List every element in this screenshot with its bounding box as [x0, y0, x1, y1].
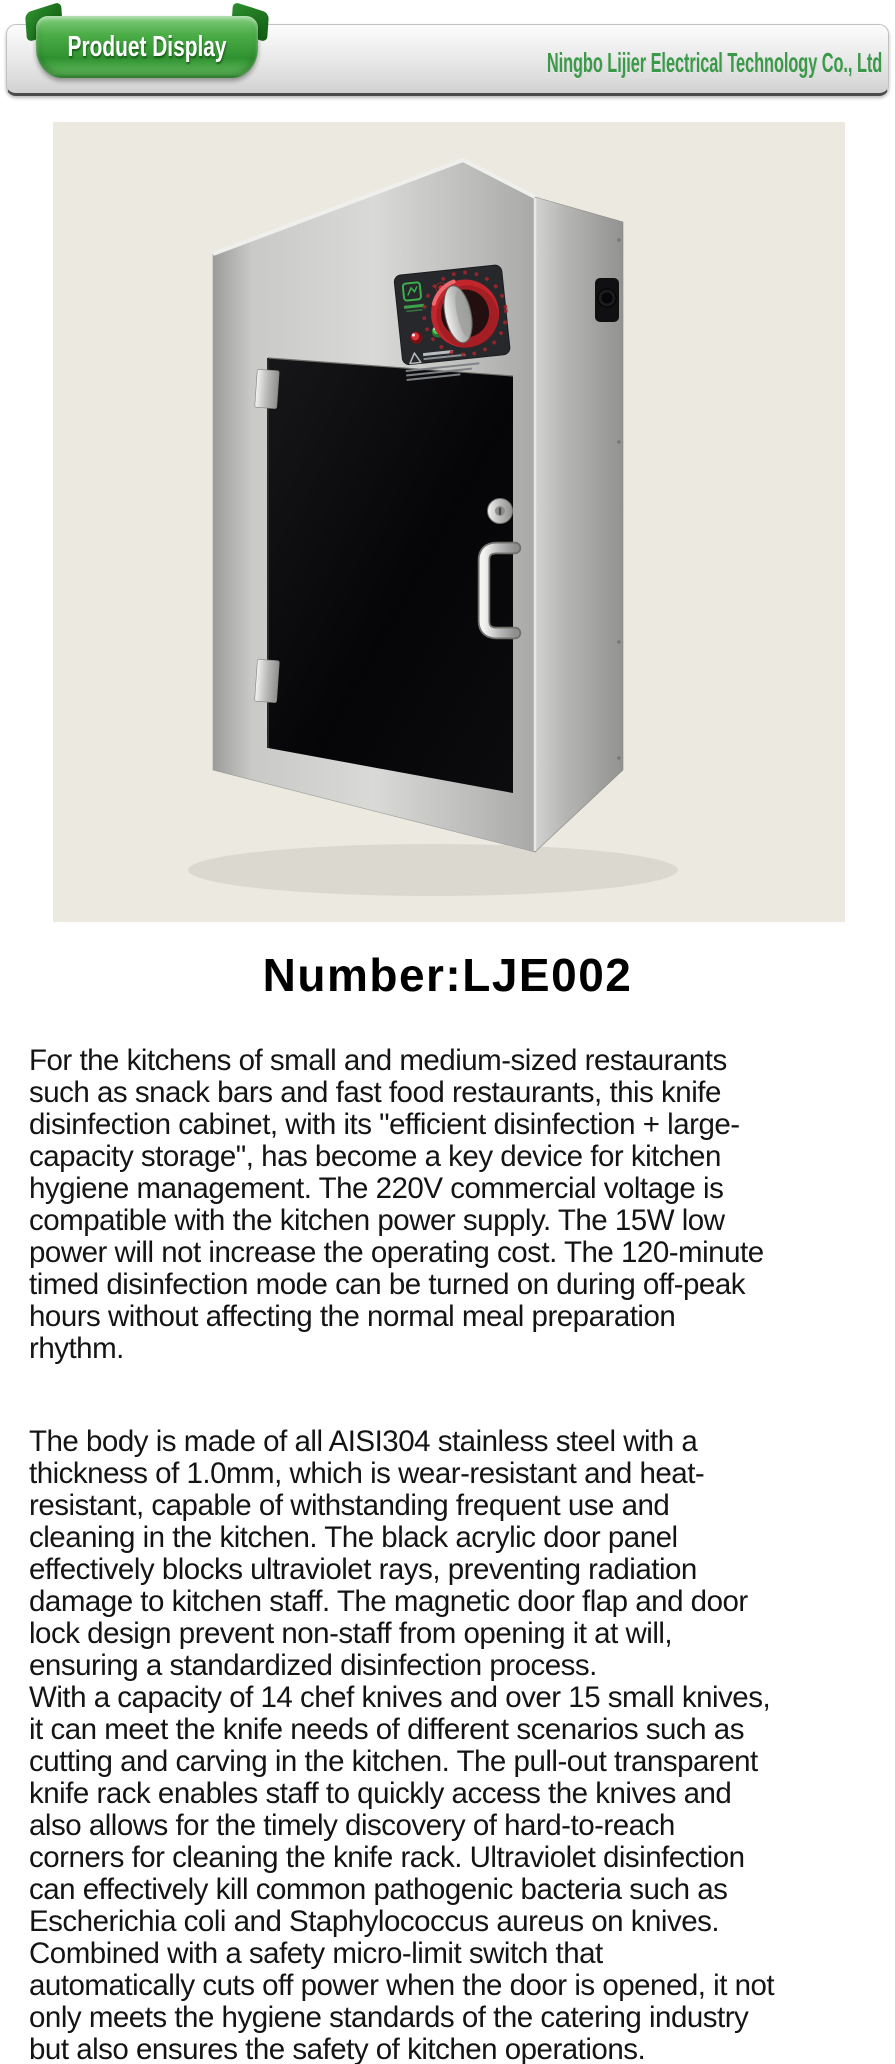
cabinet-shadow — [188, 844, 678, 896]
cabinet-illustration — [53, 122, 845, 922]
door-hinge-top — [255, 369, 280, 408]
description-paragraph-1: For the kitchens of small and medium-sized restaurants such as snack bars and fast food restaurants, this knife disinfection cabinet, with its "efficient disinfection + large- capacity storage", has become a key device for kitchen hygiene management. The 220V commercial voltage is compatible with the kitchen power supply. The 15W low power will not increase the operating cost. The 120-minute timed disinfection mode can be turned on during off-peak hours without affecting the normal meal preparation rhythm. — [29, 1044, 764, 1365]
side-screw — [617, 440, 621, 444]
power-socket — [595, 278, 619, 322]
product-description — [29, 1045, 879, 2064]
company-name: Ningbo Lijier Electrical Technology Co., Ltd — [546, 47, 882, 78]
door-lock — [488, 499, 513, 524]
door-hinge-bottom — [255, 659, 280, 702]
description-paragraph-2: The body is made of all AISI304 stainless steel with a thickness of 1.0mm, which is wear-resistant and heat- resistant, capable of withstanding frequent use and cleaning in the kitchen. The black acrylic door panel effectively blocks ultraviolet rays, preventing radiation damage to kitchen staff. The magnetic door flap and door lock design prevent non-staff from opening it at will, ensuring a standardized disinfection process. With a capacity of 14 chef knives and over 15 small knives, it can meet the knife needs of different scenarios such as cutting and carving in the kitchen. The pull-out transparent knife rack enables staff to quickly access the knives and also allows for the timely discovery of hard-to-reach corners for cleaning the knife rack. Ultraviolet disinfection can effectively kill common pathogenic bacteria such as Escherichia coli and Staphylococcus aureus on knives. Combined with a safety micro-limit switch that automatically cuts off power when the door is opened, it not only meets the hygiene standards of the catering industry but also ensures the safety of kitchen operations. — [29, 1425, 775, 2064]
side-screw — [617, 756, 621, 760]
side-screw — [617, 640, 621, 644]
side-screw — [617, 238, 621, 242]
page-title: Number:LJE002 — [262, 949, 633, 1001]
product-photo — [53, 122, 845, 922]
product-display-badge — [28, 5, 266, 85]
badge-label: Produet Display — [67, 31, 227, 63]
cabinet-door — [268, 358, 513, 793]
